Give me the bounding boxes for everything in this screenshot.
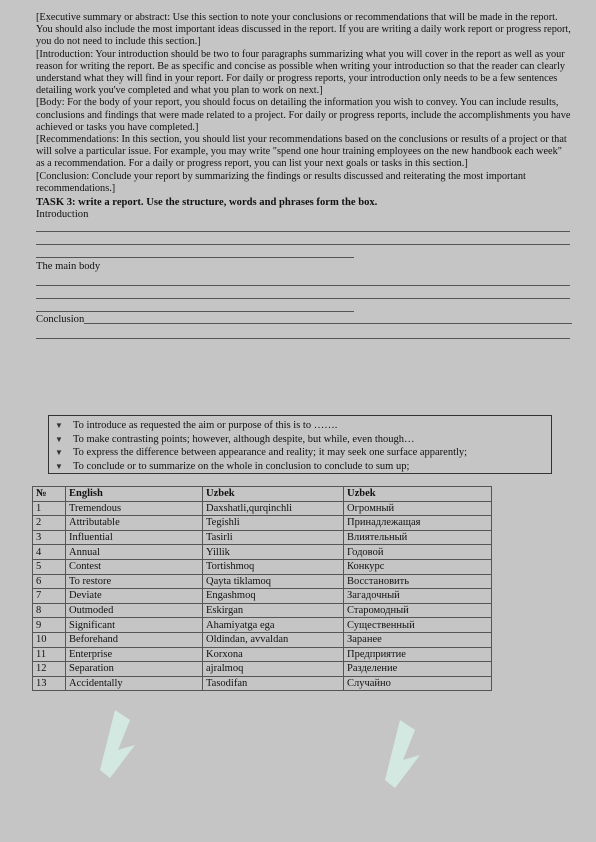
answer-line[interactable]	[36, 244, 570, 245]
cell-number: 3	[33, 530, 66, 545]
conclusion-paragraph: [Conclusion: Conclude your report by summarizing the findings or results discussed and reiterating the most important recommendations.]	[36, 170, 526, 194]
cell-translation: Годовой	[344, 545, 492, 560]
table-header-row	[33, 487, 492, 502]
cell-english: Accidentally	[66, 676, 203, 691]
cell-number: 4	[33, 545, 66, 560]
cell-uzbek: Qayta tiklamoq	[203, 574, 344, 589]
cell-english: Enterprise	[66, 647, 203, 662]
phrase-item: ▼ To express the difference between appearance and reality; it may seek one surface apparently;	[55, 447, 468, 458]
introduction-paragraph: [Introduction: Your introduction should be two to four paragraphs summarizing what you will cover in the report as well as your reason for writing the report. Be as specific and concise as possible when writing your introduction so that the reader can clearly understand what they will find in your report. For daily or progress reports, your introduction only needs to be a few sentences detailing work you've completed and what you plan to work on next.]	[36, 48, 565, 97]
cell-translation: Влиятельный	[344, 530, 492, 545]
arrow-bullet-icon: ▼	[55, 421, 63, 430]
cell-translation: Загадочный	[344, 589, 492, 604]
conclusion-label: Conclusion	[36, 314, 85, 326]
table-row	[33, 662, 492, 677]
cell-uzbek: Tasirli	[203, 530, 344, 545]
task-heading: TASK 3: write a report. Use the structure, words and phrases form the box.	[36, 197, 378, 209]
table-row	[33, 618, 492, 633]
cell-english: Influential	[66, 530, 203, 545]
table-row	[33, 559, 492, 574]
cell-number: 5	[33, 559, 66, 574]
cell-uzbek: Yillik	[203, 545, 344, 560]
table-row	[33, 647, 492, 662]
cell-uzbek: Ahamiyatga ega	[203, 618, 344, 633]
answer-line[interactable]	[36, 311, 354, 312]
cell-translation: Существенный	[344, 618, 492, 633]
cell-uzbek: Tasodifan	[203, 676, 344, 691]
arrow-bullet-icon: ▼	[55, 461, 63, 471]
column-header-uzbek: Uzbek	[203, 487, 344, 502]
answer-line[interactable]	[36, 257, 354, 258]
cell-number: 9	[33, 618, 66, 633]
arrow-bullet-icon: ▼	[55, 434, 63, 444]
table-row	[33, 603, 492, 618]
watermark-logo-icon	[80, 690, 150, 780]
table-row	[33, 574, 492, 589]
table-row	[33, 545, 492, 560]
main-body-label: The main body	[36, 261, 101, 273]
cell-translation: Старомодный	[344, 603, 492, 618]
cell-number: 8	[33, 603, 66, 618]
cell-translation: Конкурс	[344, 559, 492, 574]
column-header-translation: Uzbek	[344, 487, 492, 502]
cell-uzbek: Eskirgan	[203, 603, 344, 618]
table-row	[33, 676, 492, 691]
answer-line[interactable]	[84, 323, 572, 324]
cell-number: 10	[33, 632, 66, 647]
phrase-box	[48, 415, 552, 474]
answer-line[interactable]	[36, 285, 570, 286]
table-row	[33, 589, 492, 604]
cell-translation: Разделение	[344, 662, 492, 677]
cell-translation: Заранее	[344, 632, 492, 647]
cell-uzbek: Engashmoq	[203, 589, 344, 604]
column-header-english: English	[66, 487, 203, 502]
executive-summary-paragraph: [Executive summary or abstract: Use this section to note your conclusions or recommendations that will be made in the report. You should also include the most important ideas discussed in the report. If you are writing a daily work report or progress report, you do not need to include this section.]	[36, 12, 571, 48]
cell-english: Separation	[66, 662, 203, 677]
table-row	[33, 530, 492, 545]
cell-english: Significant	[66, 618, 203, 633]
introduction-label: Introduction	[36, 209, 89, 221]
table-row	[33, 501, 492, 516]
cell-uzbek: ajralmoq	[203, 662, 344, 677]
cell-translation: Предприятие	[344, 647, 492, 662]
phrase-item: ▼ To conclude or to summarize on the whole in conclusion to conclude to sum up;	[55, 460, 410, 472]
phrase-item: ▼ To introduce as requested the aim or purpose of this is to …….	[55, 420, 338, 431]
cell-translation: Принадлежащая	[344, 516, 492, 531]
answer-line[interactable]	[36, 298, 570, 299]
recommendations-paragraph: [Recommendations: In this section, you should list your recommendations based on the conclusions or results of a project or that will solve a particular issue. For example, you may write "spend one hour training employees on the new handbook each week" as a recommendation. For a daily or progress report, you can list your next goals or tasks in this section.]	[36, 134, 567, 170]
cell-english: Beforehand	[66, 632, 203, 647]
cell-uzbek: Korxona	[203, 647, 344, 662]
cell-english: Contest	[66, 559, 203, 574]
cell-number: 11	[33, 647, 66, 662]
cell-english: Attributable	[66, 516, 203, 531]
cell-number: 2	[33, 516, 66, 531]
cell-english: Deviate	[66, 589, 203, 604]
cell-number: 6	[33, 574, 66, 589]
vocabulary-table	[32, 486, 492, 691]
table-row	[33, 516, 492, 531]
cell-translation: Огромный	[344, 501, 492, 516]
cell-number: 7	[33, 589, 66, 604]
answer-line[interactable]	[36, 231, 570, 232]
phrase-item: ▼ To make contrasting points; however, although despite, but while, even though…	[55, 433, 415, 445]
cell-number: 12	[33, 662, 66, 677]
cell-translation: Восстановить	[344, 574, 492, 589]
document-body	[36, 12, 572, 339]
table-row	[33, 632, 492, 647]
cell-number: 1	[33, 501, 66, 516]
body-paragraph: [Body: For the body of your report, you should focus on detailing the information you wish to convey. You can include results, conclusions and findings that were made related to a project. For daily or progress reports, include the accomplishments you have achieved or tasks you have completed.]	[36, 97, 571, 133]
cell-number: 13	[33, 676, 66, 691]
cell-english: Tremendous	[66, 501, 203, 516]
cell-uzbek: Oldindan, avvaldan	[203, 632, 344, 647]
answer-line[interactable]	[36, 338, 570, 339]
watermark-logo-icon	[365, 700, 435, 790]
cell-uzbek: Tegishli	[203, 516, 344, 531]
cell-uzbek: Tortishmoq	[203, 559, 344, 574]
cell-uzbek: Daxshatli,qurqinchli	[203, 501, 344, 516]
column-header-number: №	[33, 487, 66, 502]
cell-translation: Случайно	[344, 676, 492, 691]
arrow-bullet-icon: ▼	[55, 448, 63, 457]
cell-english: Annual	[66, 545, 203, 560]
cell-english: Outmoded	[66, 603, 203, 618]
cell-english: To restore	[66, 574, 203, 589]
